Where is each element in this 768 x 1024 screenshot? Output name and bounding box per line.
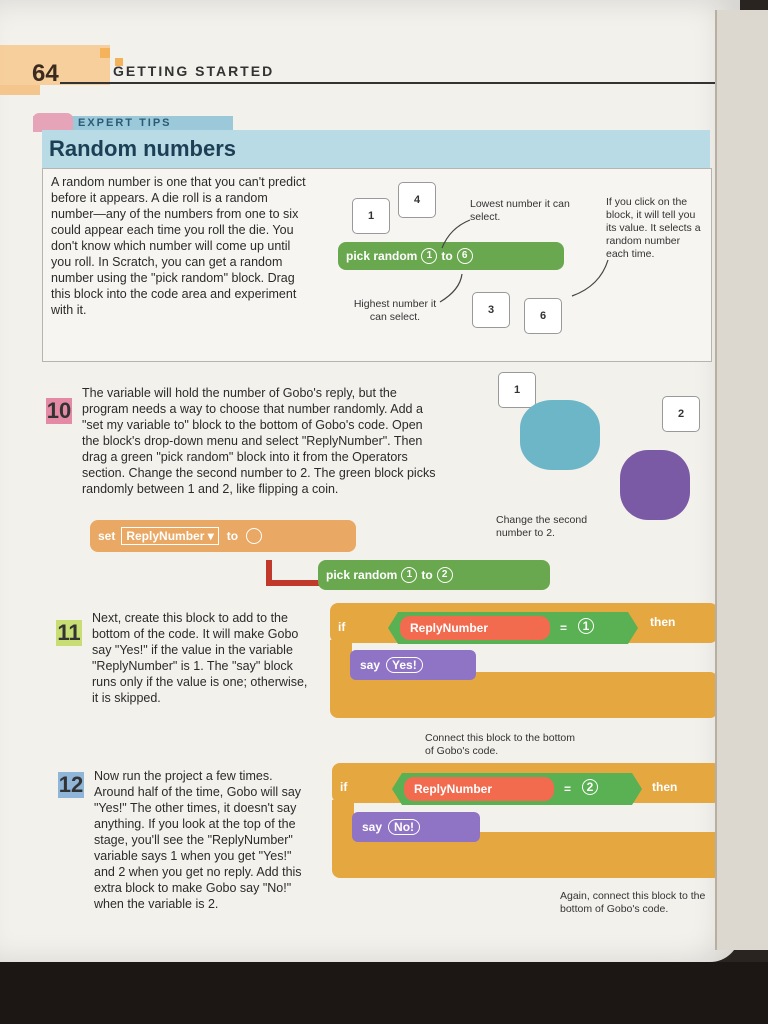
step-text: Now run the project a few times. Around half of the time, Gobo will say "Yes!" The other times, it doesn't say anything. If you look at the top of the stage, you'll see the "ReplyNumber" variable says 1 when you get "Yes!" and 2 when you get no reply. Add this extra block to make Gobo say "No!" when the variable is 2. xyxy=(94,769,302,911)
then-label: then xyxy=(652,780,678,794)
say-block[interactable] xyxy=(350,650,476,680)
step-number: 12 xyxy=(58,772,84,797)
equals-sign: = xyxy=(564,782,572,796)
pixel-decoration xyxy=(100,48,110,58)
set-variable-block[interactable] xyxy=(90,520,356,552)
page-number: 64 xyxy=(32,60,59,87)
if-label: if xyxy=(340,780,348,794)
dice-bubble: 3 xyxy=(472,292,510,328)
step-text: Next, create this block to add to the bottom of the code. It will make Gobo say "Yes!" if the value in the variable "ReplyNumber" is 1. The "say" block runs only if the value is one; otherwise, it is skipped. xyxy=(92,611,308,705)
dice-bubble: 4 xyxy=(398,182,436,218)
compare-value[interactable]: 2 xyxy=(582,779,598,795)
say-value[interactable]: No! xyxy=(388,819,420,835)
red-arrow xyxy=(266,560,326,586)
note-change: Change the second number to 2. xyxy=(496,514,588,539)
pick-random-label: pick random xyxy=(326,568,398,582)
variable-reporter[interactable]: ReplyNumber xyxy=(400,616,550,640)
note-lowest: Lowest number it can select. xyxy=(470,198,570,223)
tips-label: EXPERT TIPS xyxy=(78,117,172,129)
say-value[interactable]: Yes! xyxy=(386,657,423,673)
say-label: say xyxy=(360,658,381,672)
table-surface xyxy=(0,962,768,1024)
low-value[interactable]: 1 xyxy=(401,567,417,583)
say-label: say xyxy=(362,820,383,834)
to-label: to xyxy=(421,568,433,582)
next-page-edge xyxy=(715,10,768,950)
to-label: to xyxy=(441,249,453,263)
to-label: to xyxy=(226,529,239,543)
header-rule xyxy=(60,82,720,84)
note-highest: Highest number it can select. xyxy=(353,298,437,323)
step-text: The variable will hold the number of Gobo's reply, but the program needs a way to choose that number randomly. Add a "set my variable to" block to the bottom of Gobo's code. Open the block's drop-down menu and select "ReplyNumber". Then drag a green "pick random" block into it from the Operators section. Change the second number to 2. The green block picks randomly between 1 and 2, like flipping a coin. xyxy=(82,386,436,496)
equals-sign: = xyxy=(560,621,568,635)
note-click: If you click on the block, it will tell you its value. It selects a random number each time. xyxy=(606,196,701,260)
high-value[interactable]: 2 xyxy=(437,567,453,583)
variable-dropdown[interactable]: ReplyNumber ▾ xyxy=(121,527,218,545)
gobo-bubble: 1 xyxy=(498,372,536,408)
step-number: 11 xyxy=(57,620,81,645)
tips-title: Random numbers xyxy=(49,136,237,161)
high-value[interactable]: 6 xyxy=(457,248,473,264)
low-value[interactable]: 1 xyxy=(421,248,437,264)
set-label: set xyxy=(98,529,116,543)
if-label: if xyxy=(338,620,346,634)
note-connect: Connect this block to the bottom of Gobo's code. xyxy=(425,732,575,757)
say-block[interactable] xyxy=(352,812,480,842)
tips-text: A random number is one that you can't predict before it appears. A die roll is a random number—any of the numbers from one to six could appear each time you roll the die. You don't know which number will come up until you roll. In Scratch, you can get a random number using the "pick random" block. Drag this block into the code area and experiment with it. xyxy=(51,175,306,317)
compare-value[interactable]: 1 xyxy=(578,618,594,634)
tips-arrows xyxy=(420,200,620,310)
gobo-bubble: 2 xyxy=(662,396,700,432)
dice-bubble: 1 xyxy=(352,198,390,234)
note-connect-again: Again, connect this block to the bottom of Gobo's code. xyxy=(560,890,706,915)
dice-bubble: 6 xyxy=(524,298,562,334)
section-title: GETTING STARTED xyxy=(113,63,275,79)
then-label: then xyxy=(650,615,676,629)
gobo-sprite-purple xyxy=(620,450,690,520)
step-number: 10 xyxy=(46,398,72,423)
pick-random-block[interactable] xyxy=(318,560,550,590)
gobo-sprite-blue xyxy=(520,400,600,470)
variable-reporter[interactable]: ReplyNumber xyxy=(404,777,554,801)
pick-random-label: pick random xyxy=(346,249,418,263)
empty-slot[interactable] xyxy=(246,528,262,544)
